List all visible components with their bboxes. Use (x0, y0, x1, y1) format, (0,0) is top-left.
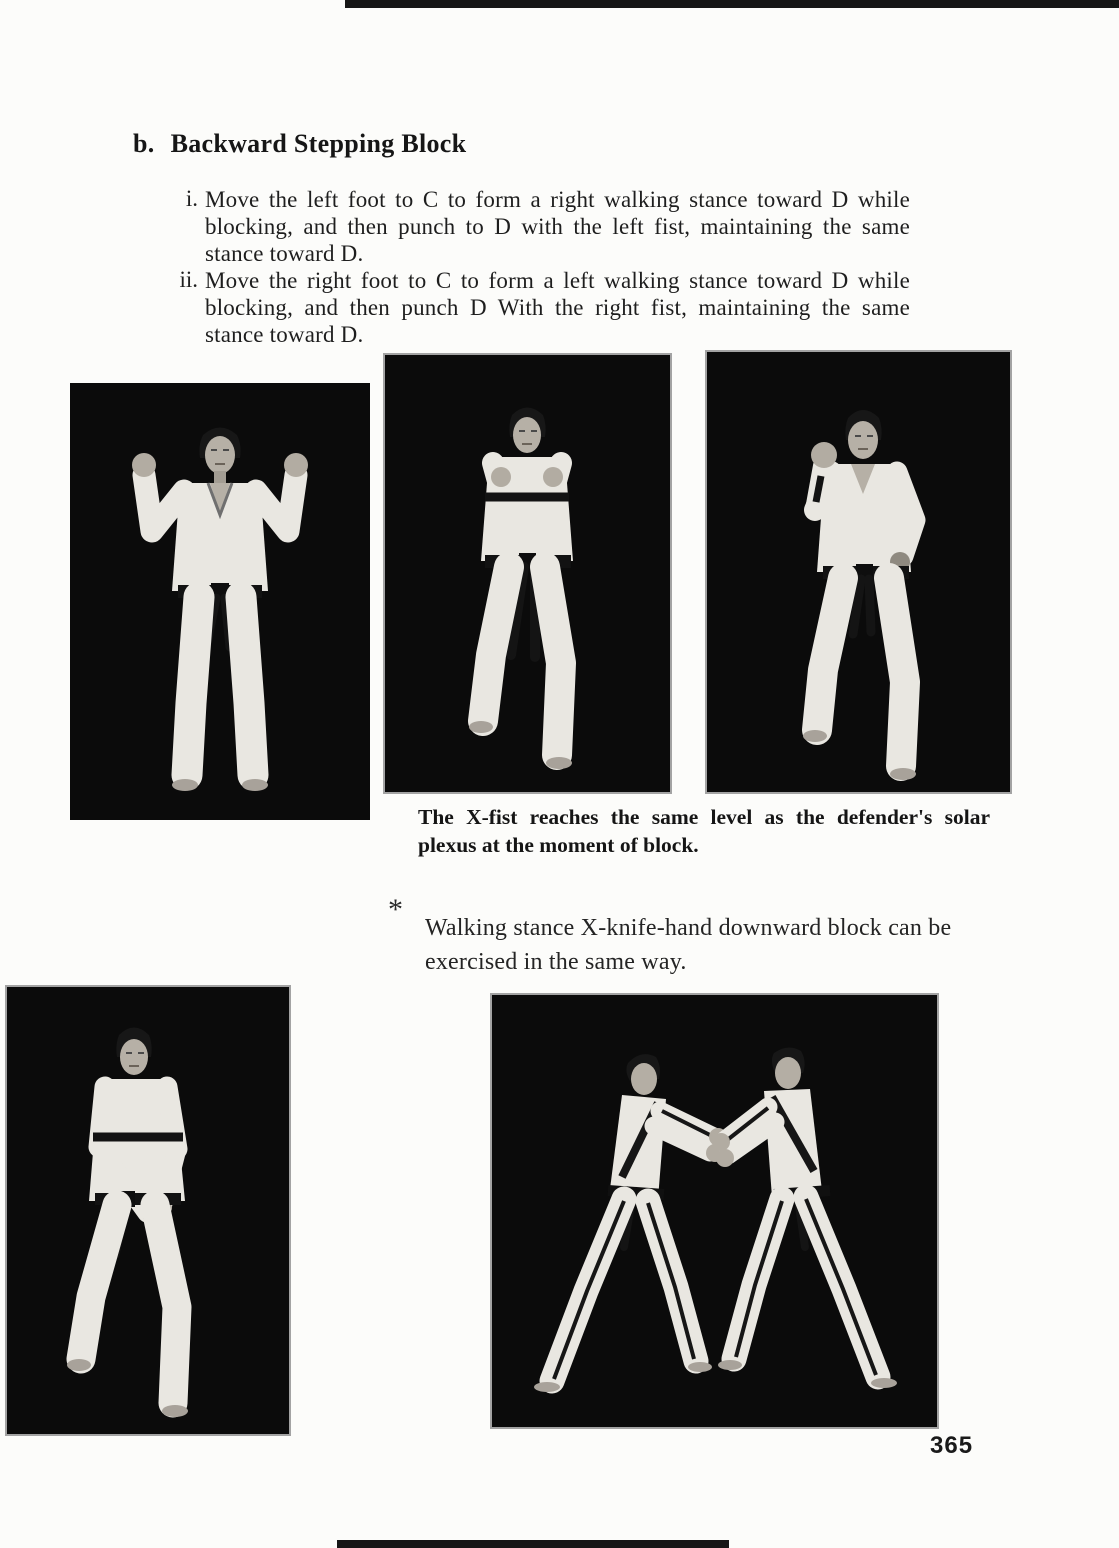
punch-illustration (707, 352, 1010, 792)
sparring-illustration (492, 995, 937, 1427)
step-ii-text: Move the right foot to C to form a left walking stance toward D while blocking, and then punch D With the right fist, maintaining the same stance toward D. (205, 268, 910, 347)
section-heading-marker: b. (133, 129, 155, 158)
x-fist-block-illustration (385, 355, 670, 792)
photo-two-person-application (490, 993, 939, 1429)
photo-caption: The X-fist reaches the same level as the defender's solar plexus at the moment of block. (418, 805, 990, 857)
photo-x-fist-block (383, 353, 672, 794)
step-i-marker: i. (185, 186, 198, 211)
step-ii-marker: ii. (179, 267, 198, 292)
step-i-text: Move the left foot to C to form a right walking stance toward D while blocking, and then punch to D with the left fist, maintaining the same stance toward D. (205, 187, 910, 266)
scan-edge-artifact-top (345, 0, 1119, 8)
photo-downward-block (5, 985, 291, 1436)
footnote-text: Walking stance X-knife-hand downward block can be exercised in the same way. (425, 915, 952, 975)
scan-edge-artifact-bottom (337, 1540, 729, 1548)
section-heading-title: Backward Stepping Block (170, 129, 467, 158)
photo-ready-stance (70, 383, 370, 820)
footnote-asterisk: * (388, 893, 403, 926)
ready-stance-illustration (70, 383, 370, 820)
photo-forefist-punch (705, 350, 1012, 794)
page-number: 365 (930, 1432, 974, 1459)
downward-block-illustration (7, 987, 289, 1434)
section-heading (133, 129, 466, 159)
